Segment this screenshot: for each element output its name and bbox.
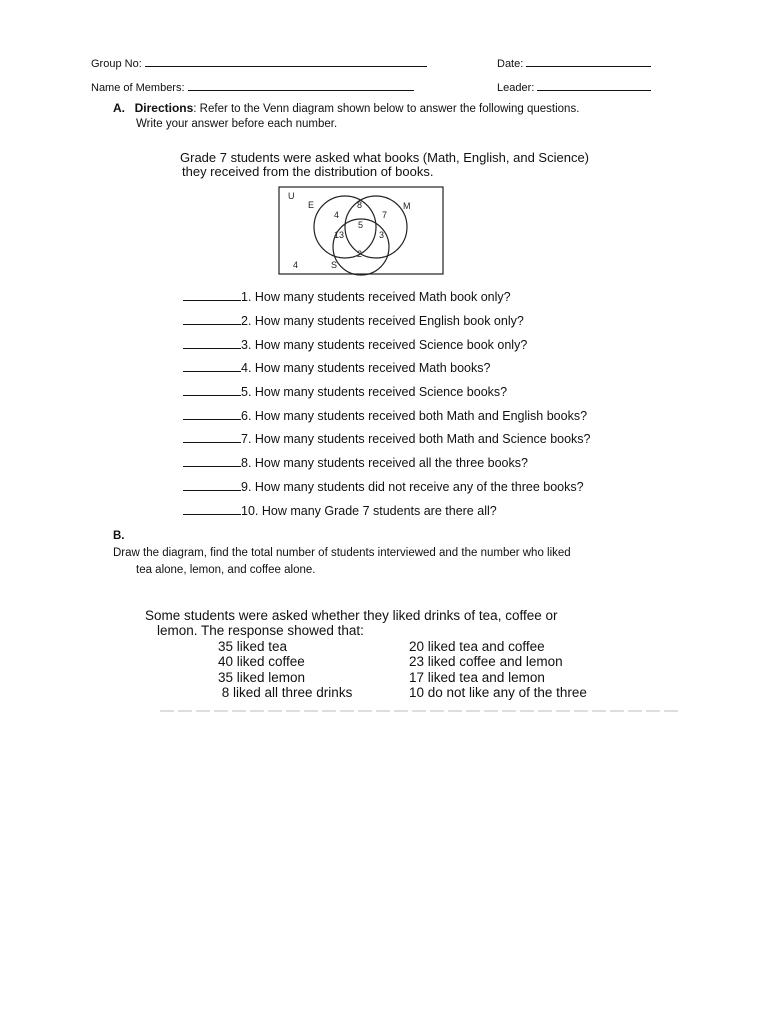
region-outside: 4 [293,260,299,270]
answer-blank[interactable] [183,408,241,420]
question-text: 8. How many students received all the three books? [241,456,528,470]
set-s-label: S [331,260,338,270]
question-text: 1. How many students received Math book only? [241,290,511,304]
question-text: 10. How many Grade 7 students are there all? [241,504,497,518]
section-b-instructions-line1: Draw the diagram, find the total number of students interviewed and the number who liked [113,547,571,559]
set-m-label: M [403,201,411,211]
leader-line[interactable] [537,79,651,91]
question-item[interactable] [183,337,527,352]
answer-blank[interactable] [183,313,241,325]
region-s-only: 2 [357,249,363,259]
question-item[interactable] [183,360,490,375]
region-m-only: 7 [382,210,388,220]
survey-right-item: 10 do not like any of the three [409,685,587,700]
question-text: 4. How many students received Math books? [241,361,491,375]
question-text: 6. How many students received both Math and English books? [241,409,588,423]
answer-blank[interactable] [183,384,241,396]
directions-text-line2: Write your answer before each number. [136,118,338,130]
survey-left-item: 40 liked coffee [218,654,305,669]
answer-blank[interactable] [183,360,241,372]
universe-label: U [288,191,295,201]
question-text: 3. How many students received Science book only? [241,338,528,352]
leader-label: Leader: [497,82,535,94]
region-m-s: 3 [379,230,385,240]
survey-left-item: 35 liked lemon [218,670,306,685]
question-text: 5. How many students received Science books? [241,385,508,399]
section-b-letter: B. [113,530,125,542]
date-field[interactable] [497,55,651,70]
group-no-field[interactable] [91,55,427,70]
venn-diagram [278,186,445,276]
answer-blank[interactable] [183,289,241,301]
survey-right-item: 23 liked coffee and lemon [409,654,563,669]
answer-blank[interactable] [183,503,241,515]
set-e-label: E [308,200,315,210]
survey-line2: lemon. The response showed that: [157,623,364,638]
members-field[interactable] [91,79,414,94]
group-no-label: Group No: [91,58,142,70]
directions-text: : Refer to the Venn diagram shown below to answer the following questions. [193,103,580,115]
region-e-only: 4 [334,210,340,220]
directions-label: Directions [134,101,194,115]
venn-caption-line1: Grade 7 students were asked what books (Math, English, and Science) [180,150,589,165]
region-all-three: 5 [358,220,364,230]
survey-left-item: 35 liked tea [218,639,288,654]
answer-blank[interactable] [183,455,241,467]
question-text: 9. How many students did not receive any of the three books? [241,480,584,494]
question-item[interactable] [183,455,528,470]
region-e-s: 13 [334,230,345,240]
section-a-letter: A. [113,101,125,115]
date-label: Date: [497,58,524,70]
question-item[interactable] [183,431,591,446]
survey-left-item: 8 liked all three drinks [218,685,353,700]
answer-blank[interactable] [183,337,241,349]
question-item[interactable] [183,503,497,518]
answer-blank[interactable] [183,431,241,443]
survey-right-item: 17 liked tea and lemon [409,670,545,685]
section-a-directions [113,101,579,115]
question-item[interactable] [183,408,587,423]
cropped-text-remnant [160,710,680,712]
members-label: Name of Members: [91,82,185,94]
section-b-instructions-line2: tea alone, lemon, and coffee alone. [136,564,316,576]
survey-line1: Some students were asked whether they liked drinks of tea, coffee or [145,608,558,623]
members-line[interactable] [188,79,414,91]
question-text: 2. How many students received English book only? [241,314,524,328]
question-item[interactable] [183,313,524,328]
date-line[interactable] [526,55,651,67]
question-text: 7. How many students received both Math and Science books? [241,432,591,446]
question-item[interactable] [183,289,511,304]
group-no-line[interactable] [145,55,427,67]
question-item[interactable] [183,479,584,494]
leader-field[interactable] [497,79,651,94]
survey-right-item: 20 liked tea and coffee [409,639,545,654]
venn-caption-line2: they received from the distribution of books. [182,164,434,179]
region-e-m: 8 [357,200,363,210]
question-item[interactable] [183,384,507,399]
answer-blank[interactable] [183,479,241,491]
